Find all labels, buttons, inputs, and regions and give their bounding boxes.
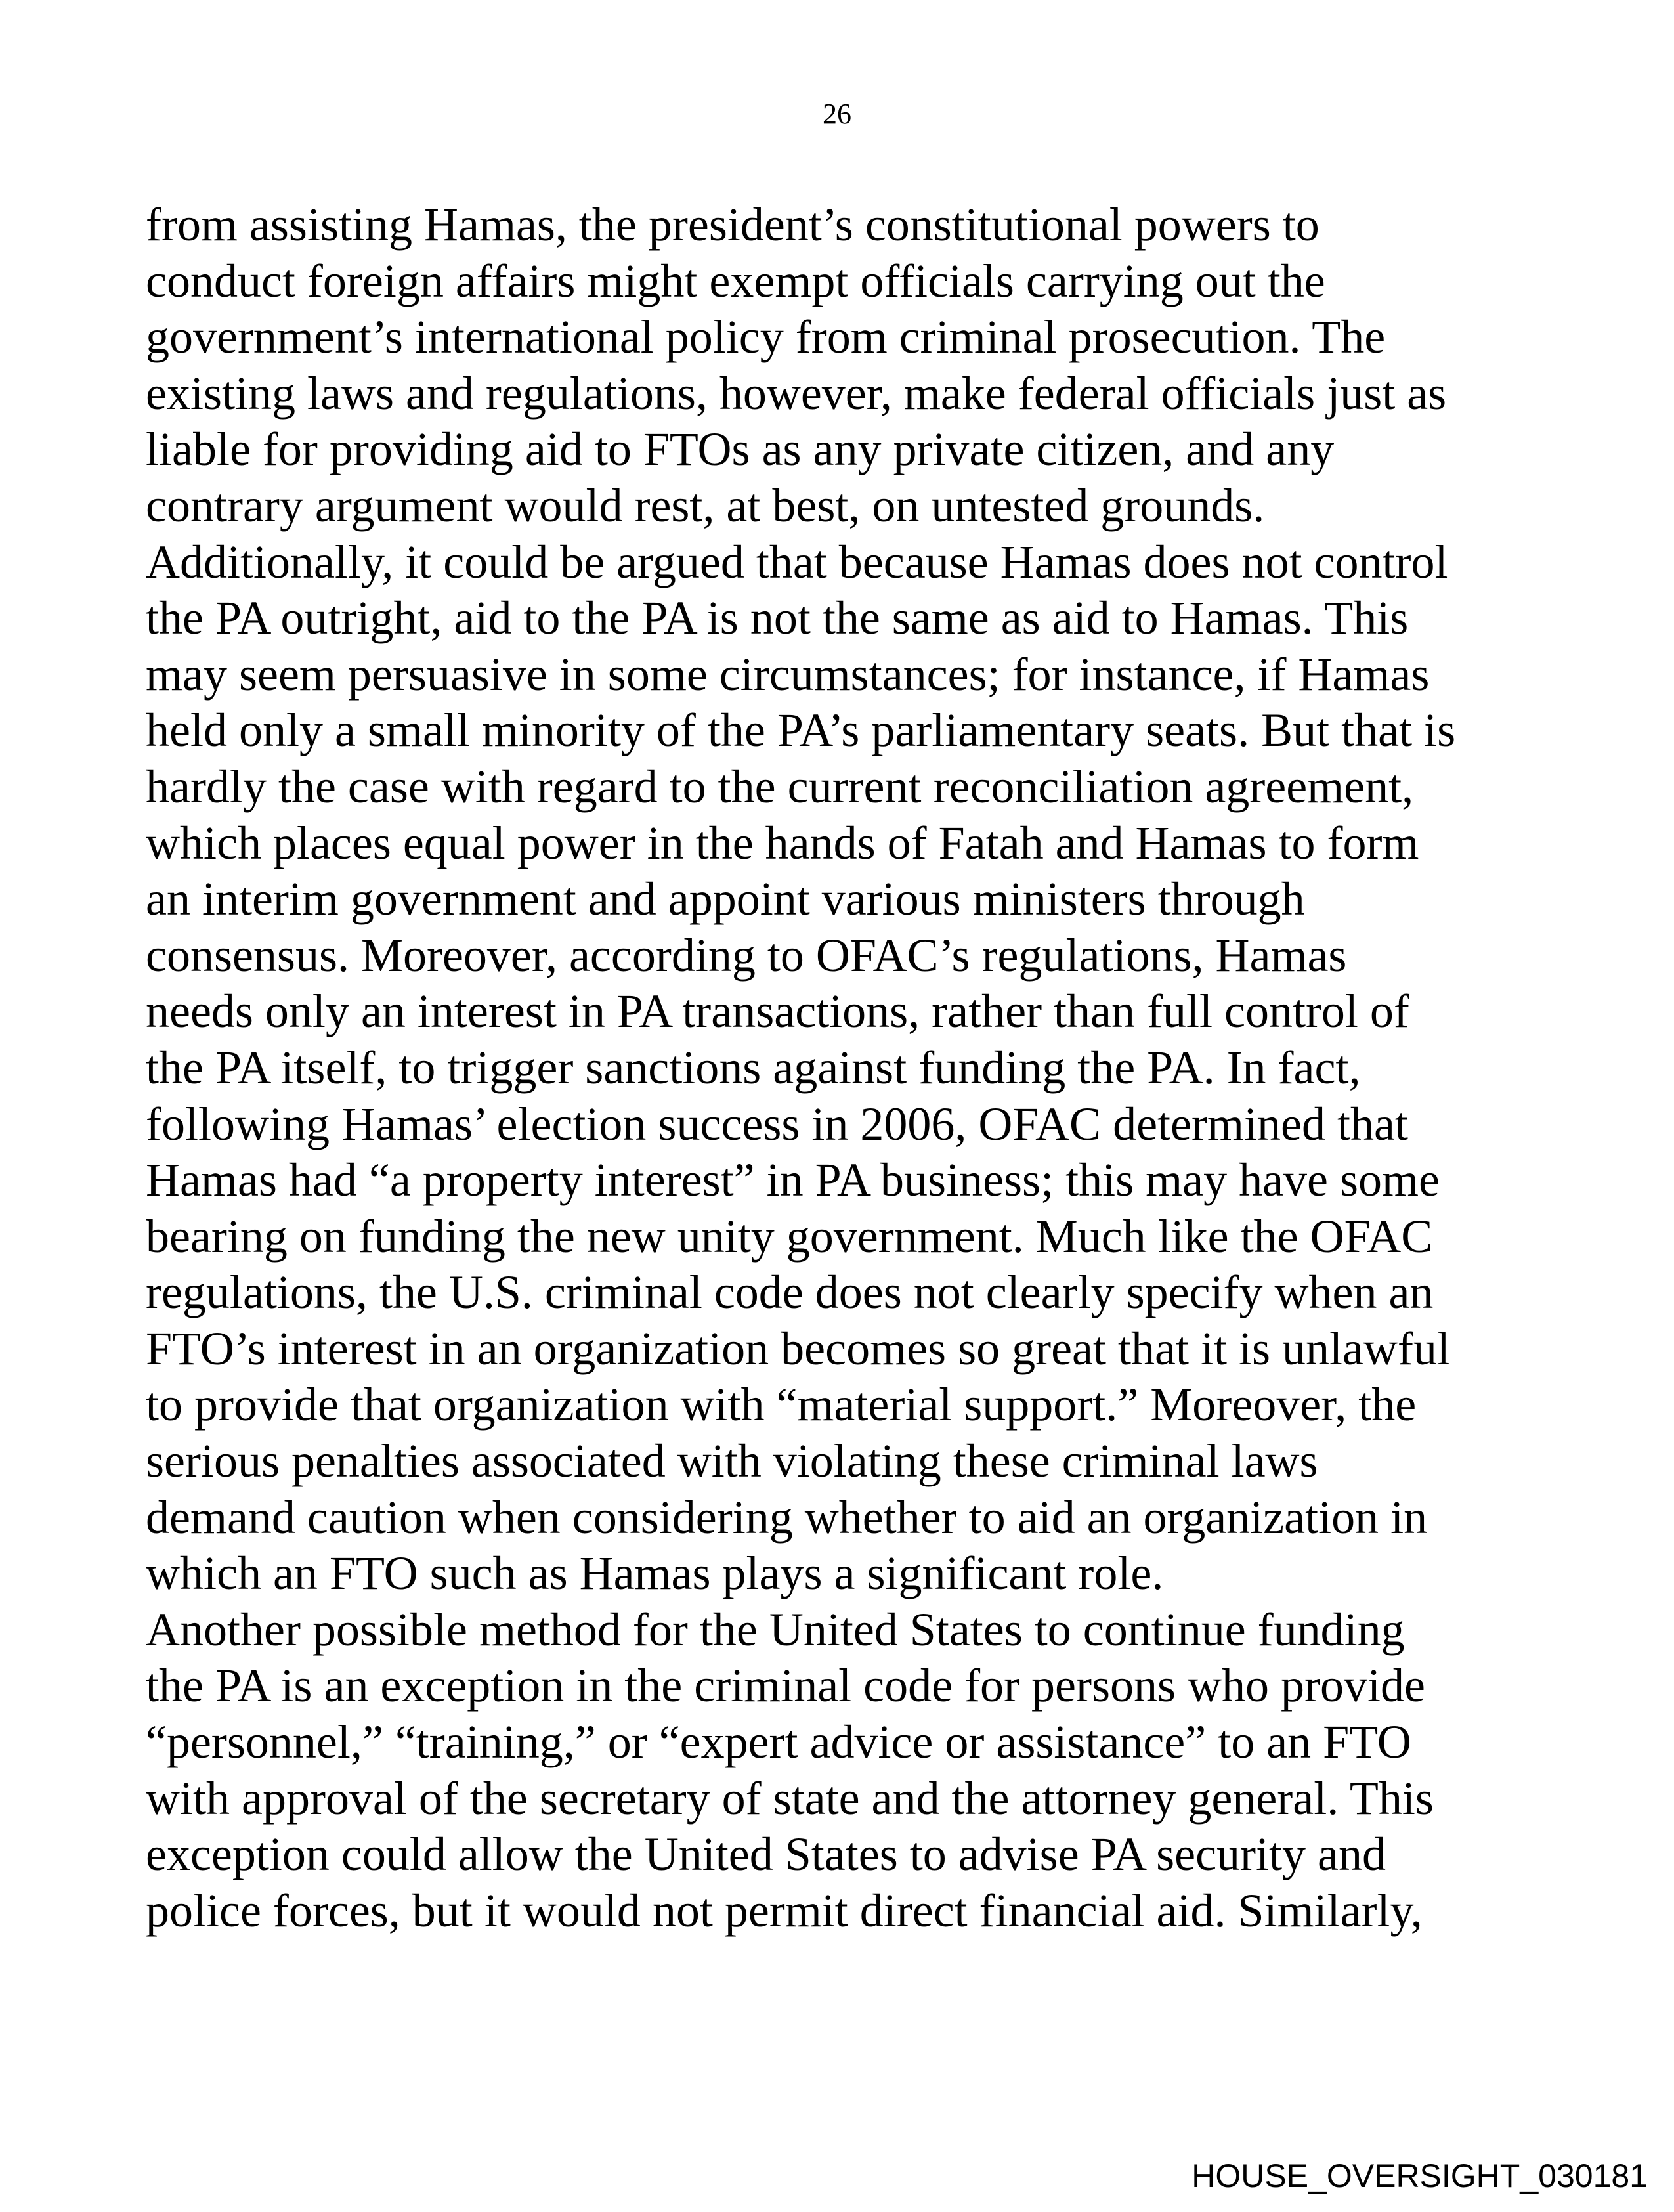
text-line: needs only an interest in PA transactions, rather than full control of [146,985,1409,1038]
text-line: Another possible method for the United States to continue funding [146,1603,1405,1656]
text-line: an interim government and appoint various ministers through [146,873,1305,926]
text-line: the PA is an exception in the criminal code for persons who provide [146,1659,1425,1712]
text-line: which places equal power in the hands of Fatah and Hamas to form [146,816,1419,869]
text-line: contrary argument would rest, at best, on untested grounds. [146,479,1265,532]
page-number: 26 [823,98,851,130]
document-id-stamp: HOUSE_OVERSIGHT_030181 [1191,2158,1648,2194]
text-line: consensus. Moreover, according to OFAC’s regulations, Hamas [146,928,1347,982]
text-line: to provide that organization with “material support.” Moreover, the [146,1378,1417,1431]
text-line: which an FTO such as Hamas plays a significant role. [146,1547,1164,1600]
text-line: hardly the case with regard to the current reconciliation agreement, [146,760,1414,813]
text-line: may seem persuasive in some circumstances; for instance, if Hamas [146,647,1430,701]
text-line: serious penalties associated with violating these criminal laws [146,1435,1318,1488]
text-line: “personnel,” “training,” or “expert advice or assistance” to an FTO [146,1716,1411,1769]
body-text [146,197,1557,1939]
text-line: government’s international policy from criminal prosecution. The [146,311,1386,364]
text-line: the PA outright, aid to the PA is not the same as aid to Hamas. This [146,592,1409,645]
text-line: demand caution when considering whether to aid an organization in [146,1490,1428,1544]
text-line: existing laws and regulations, however, make federal officials just as [146,366,1447,420]
text-line: liable for providing aid to FTOs as any private citizen, and any [146,423,1335,476]
text-line: from assisting Hamas, the president’s constitutional powers to [146,198,1320,251]
text-line: conduct foreign affairs might exempt officials carrying out the [146,254,1325,307]
text-line: Hamas had “a property interest” in PA business; this may have some [146,1154,1440,1207]
text-line: regulations, the U.S. criminal code does not clearly specify when an [146,1266,1434,1319]
text-line: held only a small minority of the PA’s parliamentary seats. But that is [146,704,1456,757]
text-line: exception could allow the United States to advise PA security and [146,1828,1386,1881]
text-line: with approval of the secretary of state and the attorney general. This [146,1771,1434,1825]
text-line: the PA itself, to trigger sanctions against funding the PA. In fact, [146,1041,1361,1094]
text-line: FTO’s interest in an organization becomes so great that it is unlawful [146,1322,1450,1375]
text-line: Additionally, it could be argued that because Hamas does not control [146,535,1448,588]
text-line: following Hamas’ election success in 2006, OFAC determined that [146,1097,1408,1150]
text-line: bearing on funding the new unity government. Much like the OFAC [146,1209,1433,1263]
text-line: police forces, but it would not permit direct financial aid. Similarly, [146,1884,1423,1937]
